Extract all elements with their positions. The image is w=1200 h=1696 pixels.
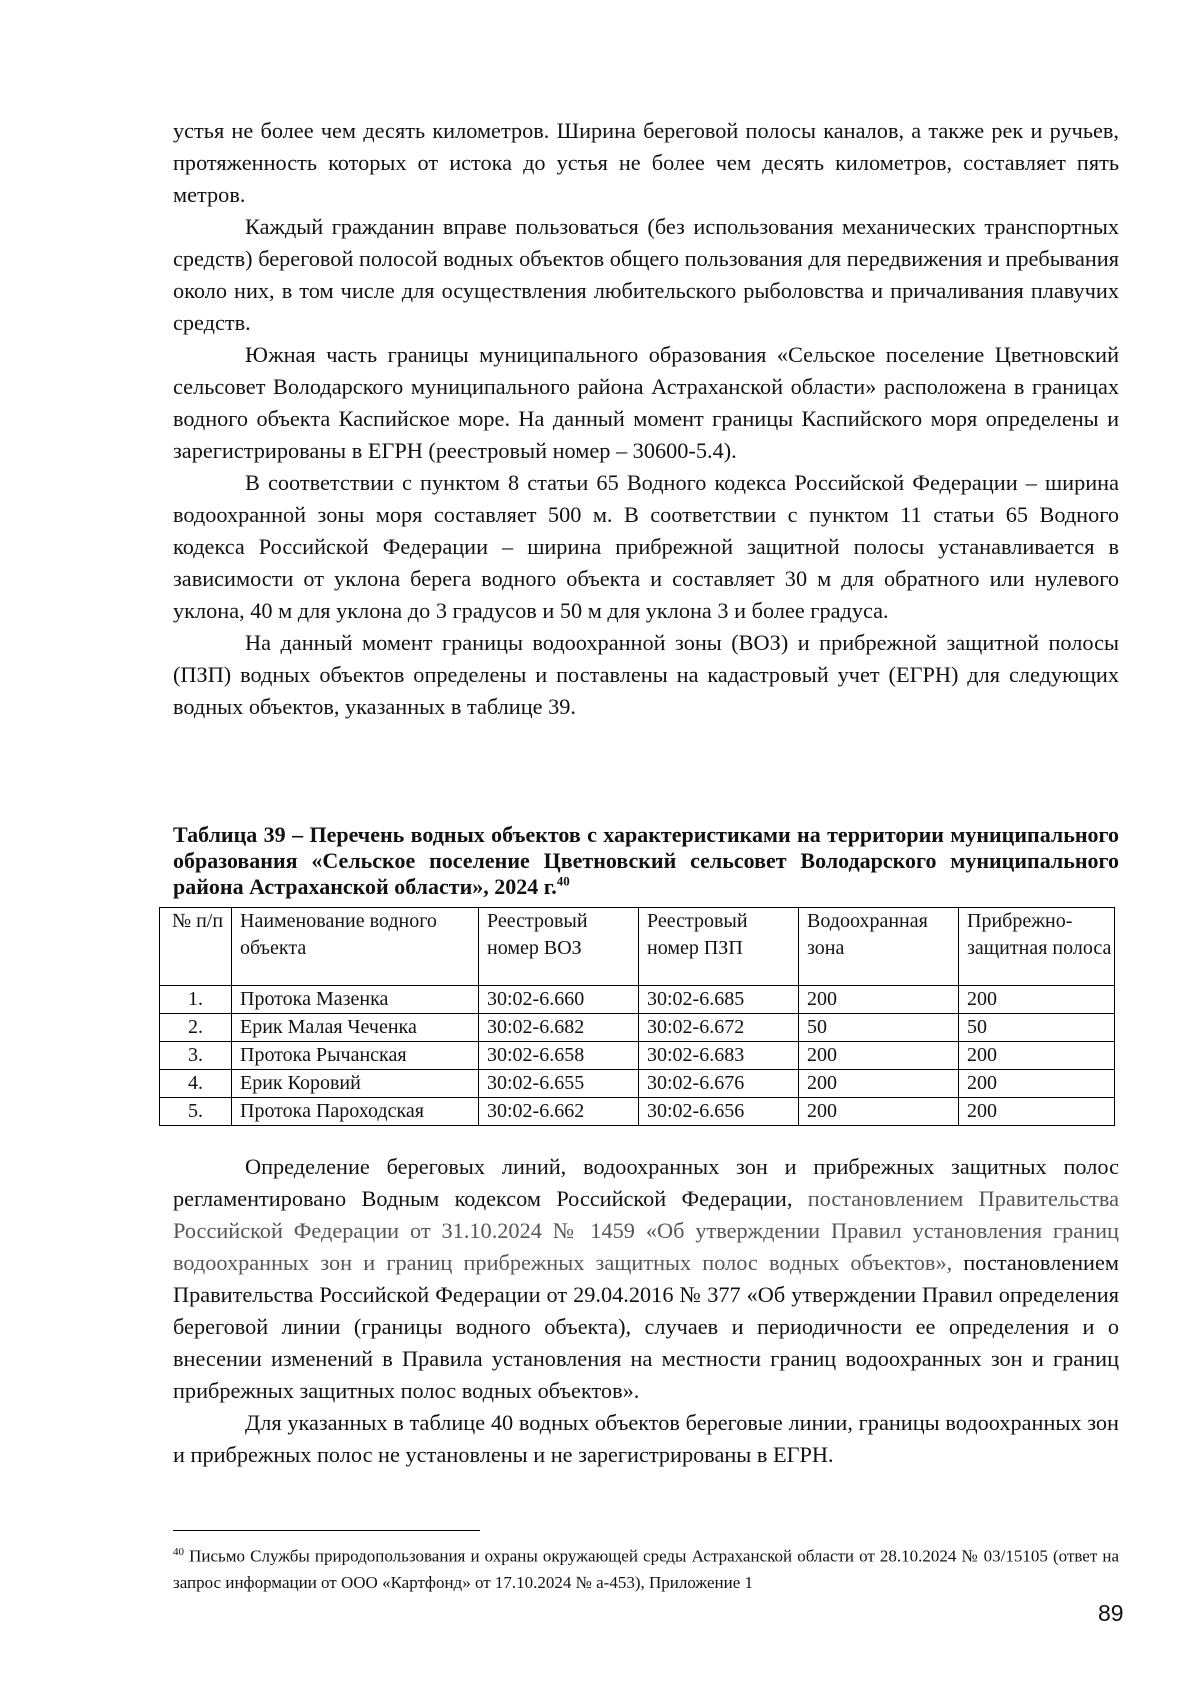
cell-name: Протока Пароходская — [232, 1098, 479, 1126]
column-header-number: № п/п — [160, 908, 232, 986]
cell-coastal-strip: 200 — [959, 1070, 1115, 1098]
cell-water-protection-zone: 50 — [799, 1014, 959, 1042]
cell-pzp-number: 30:02-6.683 — [639, 1042, 799, 1070]
cell-coastal-strip: 200 — [959, 1042, 1115, 1070]
table-row — [160, 1014, 1115, 1042]
cell-name: Ерик Коровий — [232, 1070, 479, 1098]
cell-number: 5. — [160, 1098, 232, 1126]
table-caption — [173, 822, 1119, 900]
cell-water-protection-zone: 200 — [799, 986, 959, 1014]
paragraph-southern-border: Южная часть границы муниципального образования «Сельское поселение Цветновский сельсовет Володарского муниципального района Астраханской области» расположена в границах водного объекта Каспийское море. На данный момент границы Каспийского моря определены и зарегистрированы в ЕГРН (реестровый номер – 30600-5.4). — [173, 342, 1119, 463]
cell-water-protection-zone: 200 — [799, 1098, 959, 1126]
body-text-bottom — [173, 1151, 1119, 1471]
cell-number: 3. — [160, 1042, 232, 1070]
table-row — [160, 1042, 1115, 1070]
cell-voz-number: 30:02-6.658 — [479, 1042, 639, 1070]
table-row — [160, 986, 1115, 1014]
footnote — [173, 1539, 1119, 1596]
cell-water-protection-zone: 200 — [799, 1070, 959, 1098]
cell-pzp-number: 30:02-6.685 — [639, 986, 799, 1014]
cell-number: 2. — [160, 1014, 232, 1042]
table-row — [160, 1070, 1115, 1098]
regulation-decree-377: постановлением Правительства Российской Федерации от 29.04.2016 № 377 «Об утверждении Правил определения береговой линии (границы водного объекта), случаев и периодичности ее определения и о внесении изменений в Правила установления на местности границ водоохранных зон и границ прибрежных защитных полос водных объектов». — [173, 1250, 1119, 1403]
table-header-row — [160, 908, 1115, 986]
cell-number: 4. — [160, 1070, 232, 1098]
column-header-voz-number: Реестровый номер ВОЗ — [479, 908, 639, 986]
cell-pzp-number: 30:02-6.672 — [639, 1014, 799, 1042]
cell-voz-number: 30:02-6.655 — [479, 1070, 639, 1098]
footnote-text: Письмо Службы природопользования и охраны окружающей среды Астраханской области от 28.10.2024 № 03/15105 (ответ на запрос информации от ООО «Картфонд» от 17.10.2024 № а-453), Приложение 1 — [173, 1546, 1120, 1592]
cell-number: 1. — [160, 986, 232, 1014]
body-text-top — [173, 115, 1119, 723]
column-header-name: Наименование водного объекта — [232, 908, 479, 986]
paragraph-not-registered: Для указанных в таблице 40 водных объектов береговые линии, границы водоохранных зон и прибрежных полос не установлены и не зарегистрированы в ЕГРН. — [173, 1410, 1119, 1467]
caption-footnote-ref: 40 — [556, 873, 570, 889]
cell-coastal-strip: 200 — [959, 1098, 1115, 1126]
paragraph-water-code: В соответствии с пунктом 8 статьи 65 Водного кодекса Российской Федерации – ширина водоохранной зоны моря составляет 500 м. В соответствии с пунктом 11 статьи 65 Водного кодекса Российской Федерации – ширина прибрежной защитной полосы устанавливается в зависимости от уклона берега водного объекта и составляет 30 м для обратного или нулевого уклона, 40 м для уклона до 3 градусов и 50 м для уклона 3 и более градуса. — [173, 470, 1119, 623]
cell-pzp-number: 30:02-6.656 — [639, 1098, 799, 1126]
cell-voz-number: 30:02-6.660 — [479, 986, 639, 1014]
cell-coastal-strip: 50 — [959, 1014, 1115, 1042]
paragraph-regulation — [173, 1151, 1119, 1407]
cell-name: Ерик Малая Чеченка — [232, 1014, 479, 1042]
cell-coastal-strip: 200 — [959, 986, 1115, 1014]
paragraph-shoreline-width: устья не более чем десять километров. Ширина береговой полосы каналов, а также рек и ручьев, протяженность которых от истока до устья не более чем десять километров, составляет пять метров. — [173, 118, 1119, 207]
cell-pzp-number: 30:02-6.676 — [639, 1070, 799, 1098]
table-caption-text: Таблица 39 – Перечень водных объектов с характеристиками на территории муниципального образования «Сельское поселение Цветновский сельсовет Володарского муниципального района Астраханской области», 2024 г. — [173, 822, 1119, 899]
column-header-pzp-number: Реестровый номер ПЗП — [639, 908, 799, 986]
cell-name: Протока Рычанская — [232, 1042, 479, 1070]
page-number: 89 — [1098, 1600, 1124, 1626]
water-objects-table — [159, 907, 1115, 1126]
cell-name: Протока Мазенка — [232, 986, 479, 1014]
cell-voz-number: 30:02-6.662 — [479, 1098, 639, 1126]
column-header-coastal-strip: Прибрежно-защитная полоса — [959, 908, 1115, 986]
paragraph-cadastral-registration: На данный момент границы водоохранной зоны (ВОЗ) и прибрежной защитной полосы (ПЗП) водных объектов определены и поставлены на кадастровый учет (ЕГРН) для следующих водных объектов, указанных в таблице 39. — [173, 630, 1119, 719]
cell-voz-number: 30:02-6.682 — [479, 1014, 639, 1042]
column-header-water-protection-zone: Водоохранная зона — [799, 908, 959, 986]
footnote-number: 40 — [173, 1546, 184, 1558]
footnote-separator — [173, 1530, 480, 1531]
regulation-decree-1459: постановлением Правительства Российской Федерации от 31.10.2024 № 1459 «Об утверждении Правил установления границ водоохранных зон и границ прибрежных защитных полос водных объектов», — [173, 1186, 1119, 1275]
table-row — [160, 1098, 1115, 1126]
regulation-intro: Определение береговых линий, водоохранных зон и прибрежных защитных полос регламентировано Водным кодексом Российской Федерации, — [173, 1154, 1119, 1211]
paragraph-citizen-rights: Каждый гражданин вправе пользоваться (без использования механических транспортных средств) береговой полосой водных объектов общего пользования для передвижения и пребывания около них, в том числе для осуществления любительского рыболовства и причаливания плавучих средств. — [173, 214, 1119, 335]
cell-water-protection-zone: 200 — [799, 1042, 959, 1070]
